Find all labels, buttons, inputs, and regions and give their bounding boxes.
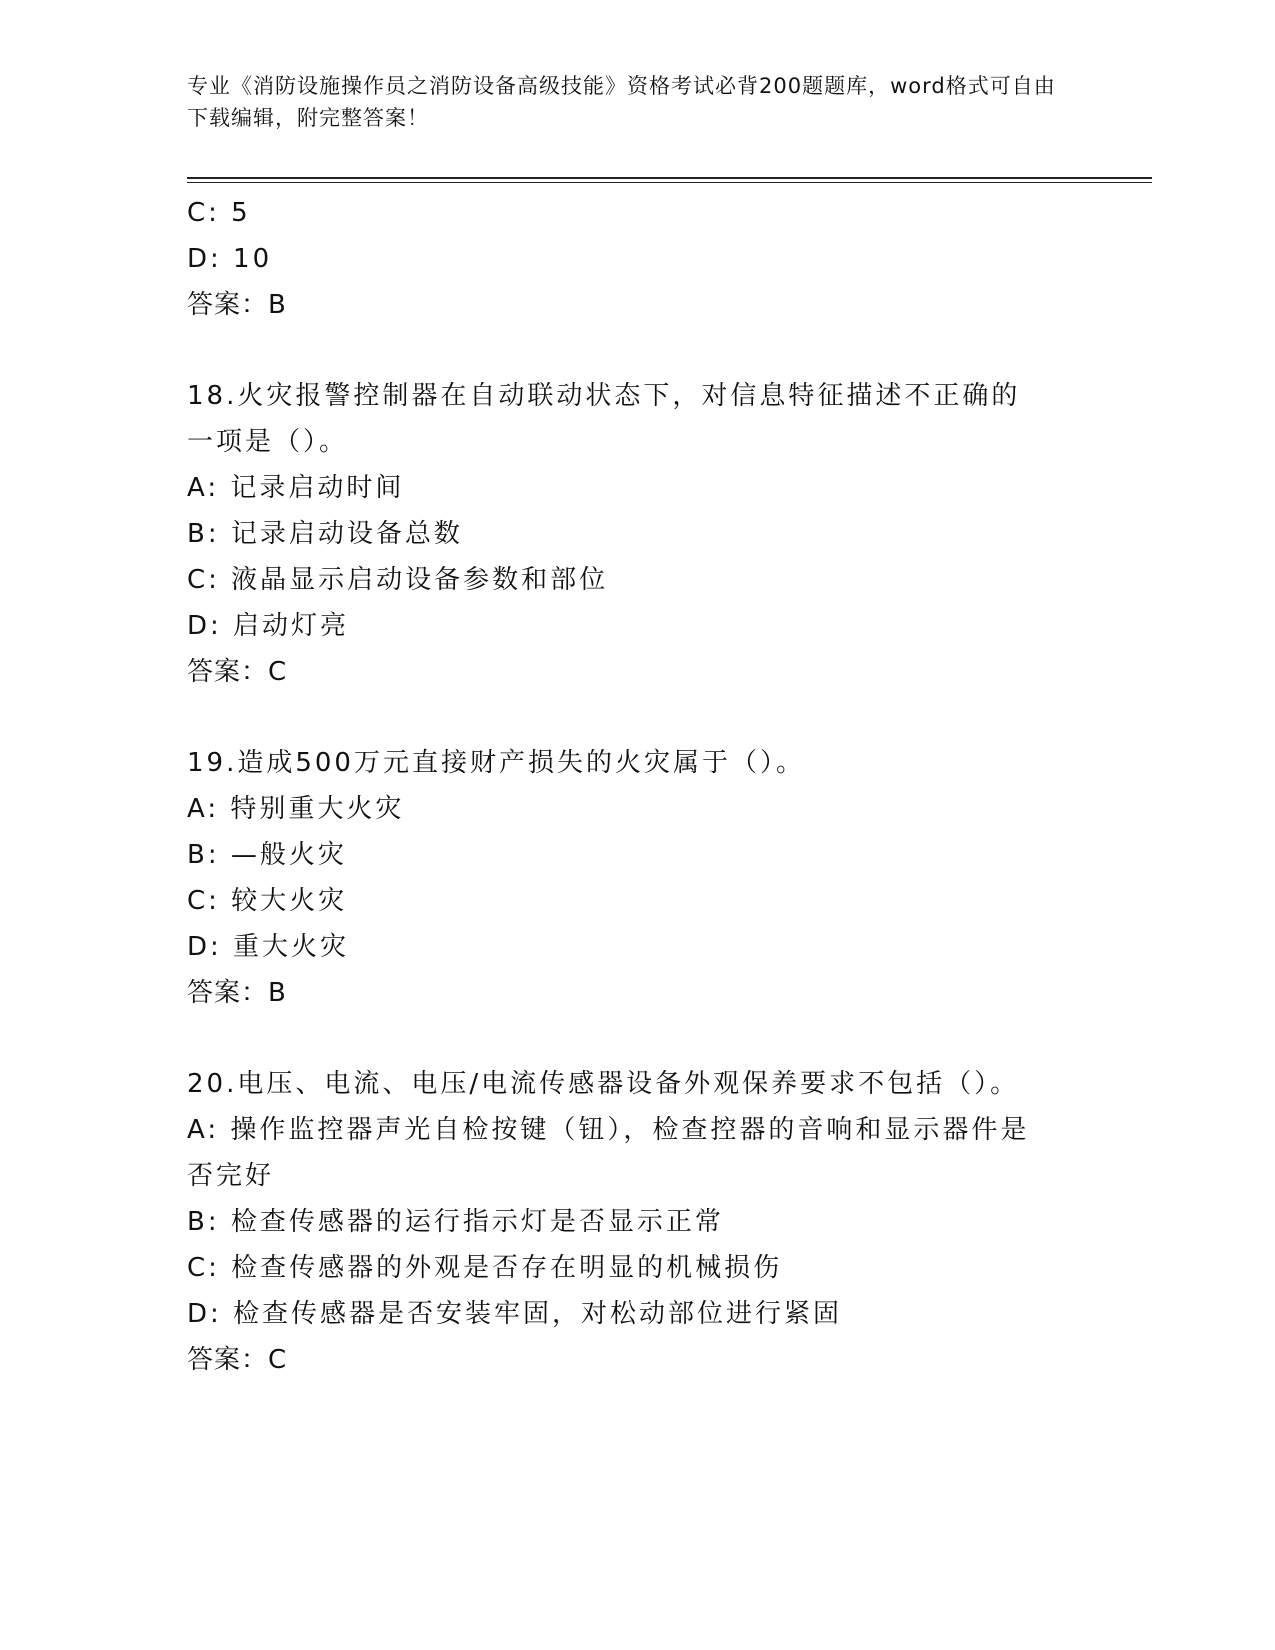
option-c: C: 5 (187, 198, 251, 228)
option-c: C: 液晶显示启动设备参数和部位 (187, 565, 609, 595)
question-title: 19.造成500万元直接财产损失的火灾属于（）。 (187, 748, 805, 778)
question-title: 20.电压、电流、电压/电流传感器设备外观保养要求不包括（）。 (187, 1069, 1020, 1099)
question-17-partial (187, 190, 1087, 328)
answer: 答案：C (187, 1345, 288, 1375)
option-d: D: 启动灯亮 (187, 611, 350, 641)
option-d: D: 重大火灾 (187, 932, 350, 962)
answer: 答案：B (187, 978, 287, 1008)
question-title: 18.火灾报警控制器在自动联动状态下，对信息特征描述不正确的一项是（）。 (187, 381, 1021, 457)
answer: 答案：C (187, 657, 288, 687)
answer: 答案：B (187, 290, 287, 320)
option-d: D: 检查传感器是否安装牢固，对松动部位进行紧固 (187, 1299, 843, 1329)
option-a: A: 特别重大火灾 (187, 794, 405, 824)
header-divider (187, 177, 1152, 179)
option-a: A: 记录启动时间 (187, 473, 405, 503)
option-c: C: 较大火灾 (187, 886, 348, 916)
question-20 (187, 1061, 1087, 1383)
option-b: B: —般火灾 (187, 840, 347, 870)
question-list (187, 190, 1087, 1383)
option-b: B: 记录启动设备总数 (187, 519, 463, 549)
header-divider-thin (187, 182, 1152, 183)
question-18 (187, 373, 1087, 695)
option-d: D: 10 (187, 244, 273, 274)
page-header: 专业《消防设施操作员之消防设备高级技能》资格考试必背200题题库，word格式可自由下载编辑，附完整答案！ (187, 74, 1056, 130)
option-a: A: 操作监控器声光自检按键（钮），检查控器的音响和显示器件是否完好 (187, 1115, 1030, 1191)
option-c: C: 检查传感器的外观是否存在明显的机械损伤 (187, 1253, 783, 1283)
question-19 (187, 740, 1087, 1016)
option-b: B: 检查传感器的运行指示灯是否显示正常 (187, 1207, 724, 1237)
